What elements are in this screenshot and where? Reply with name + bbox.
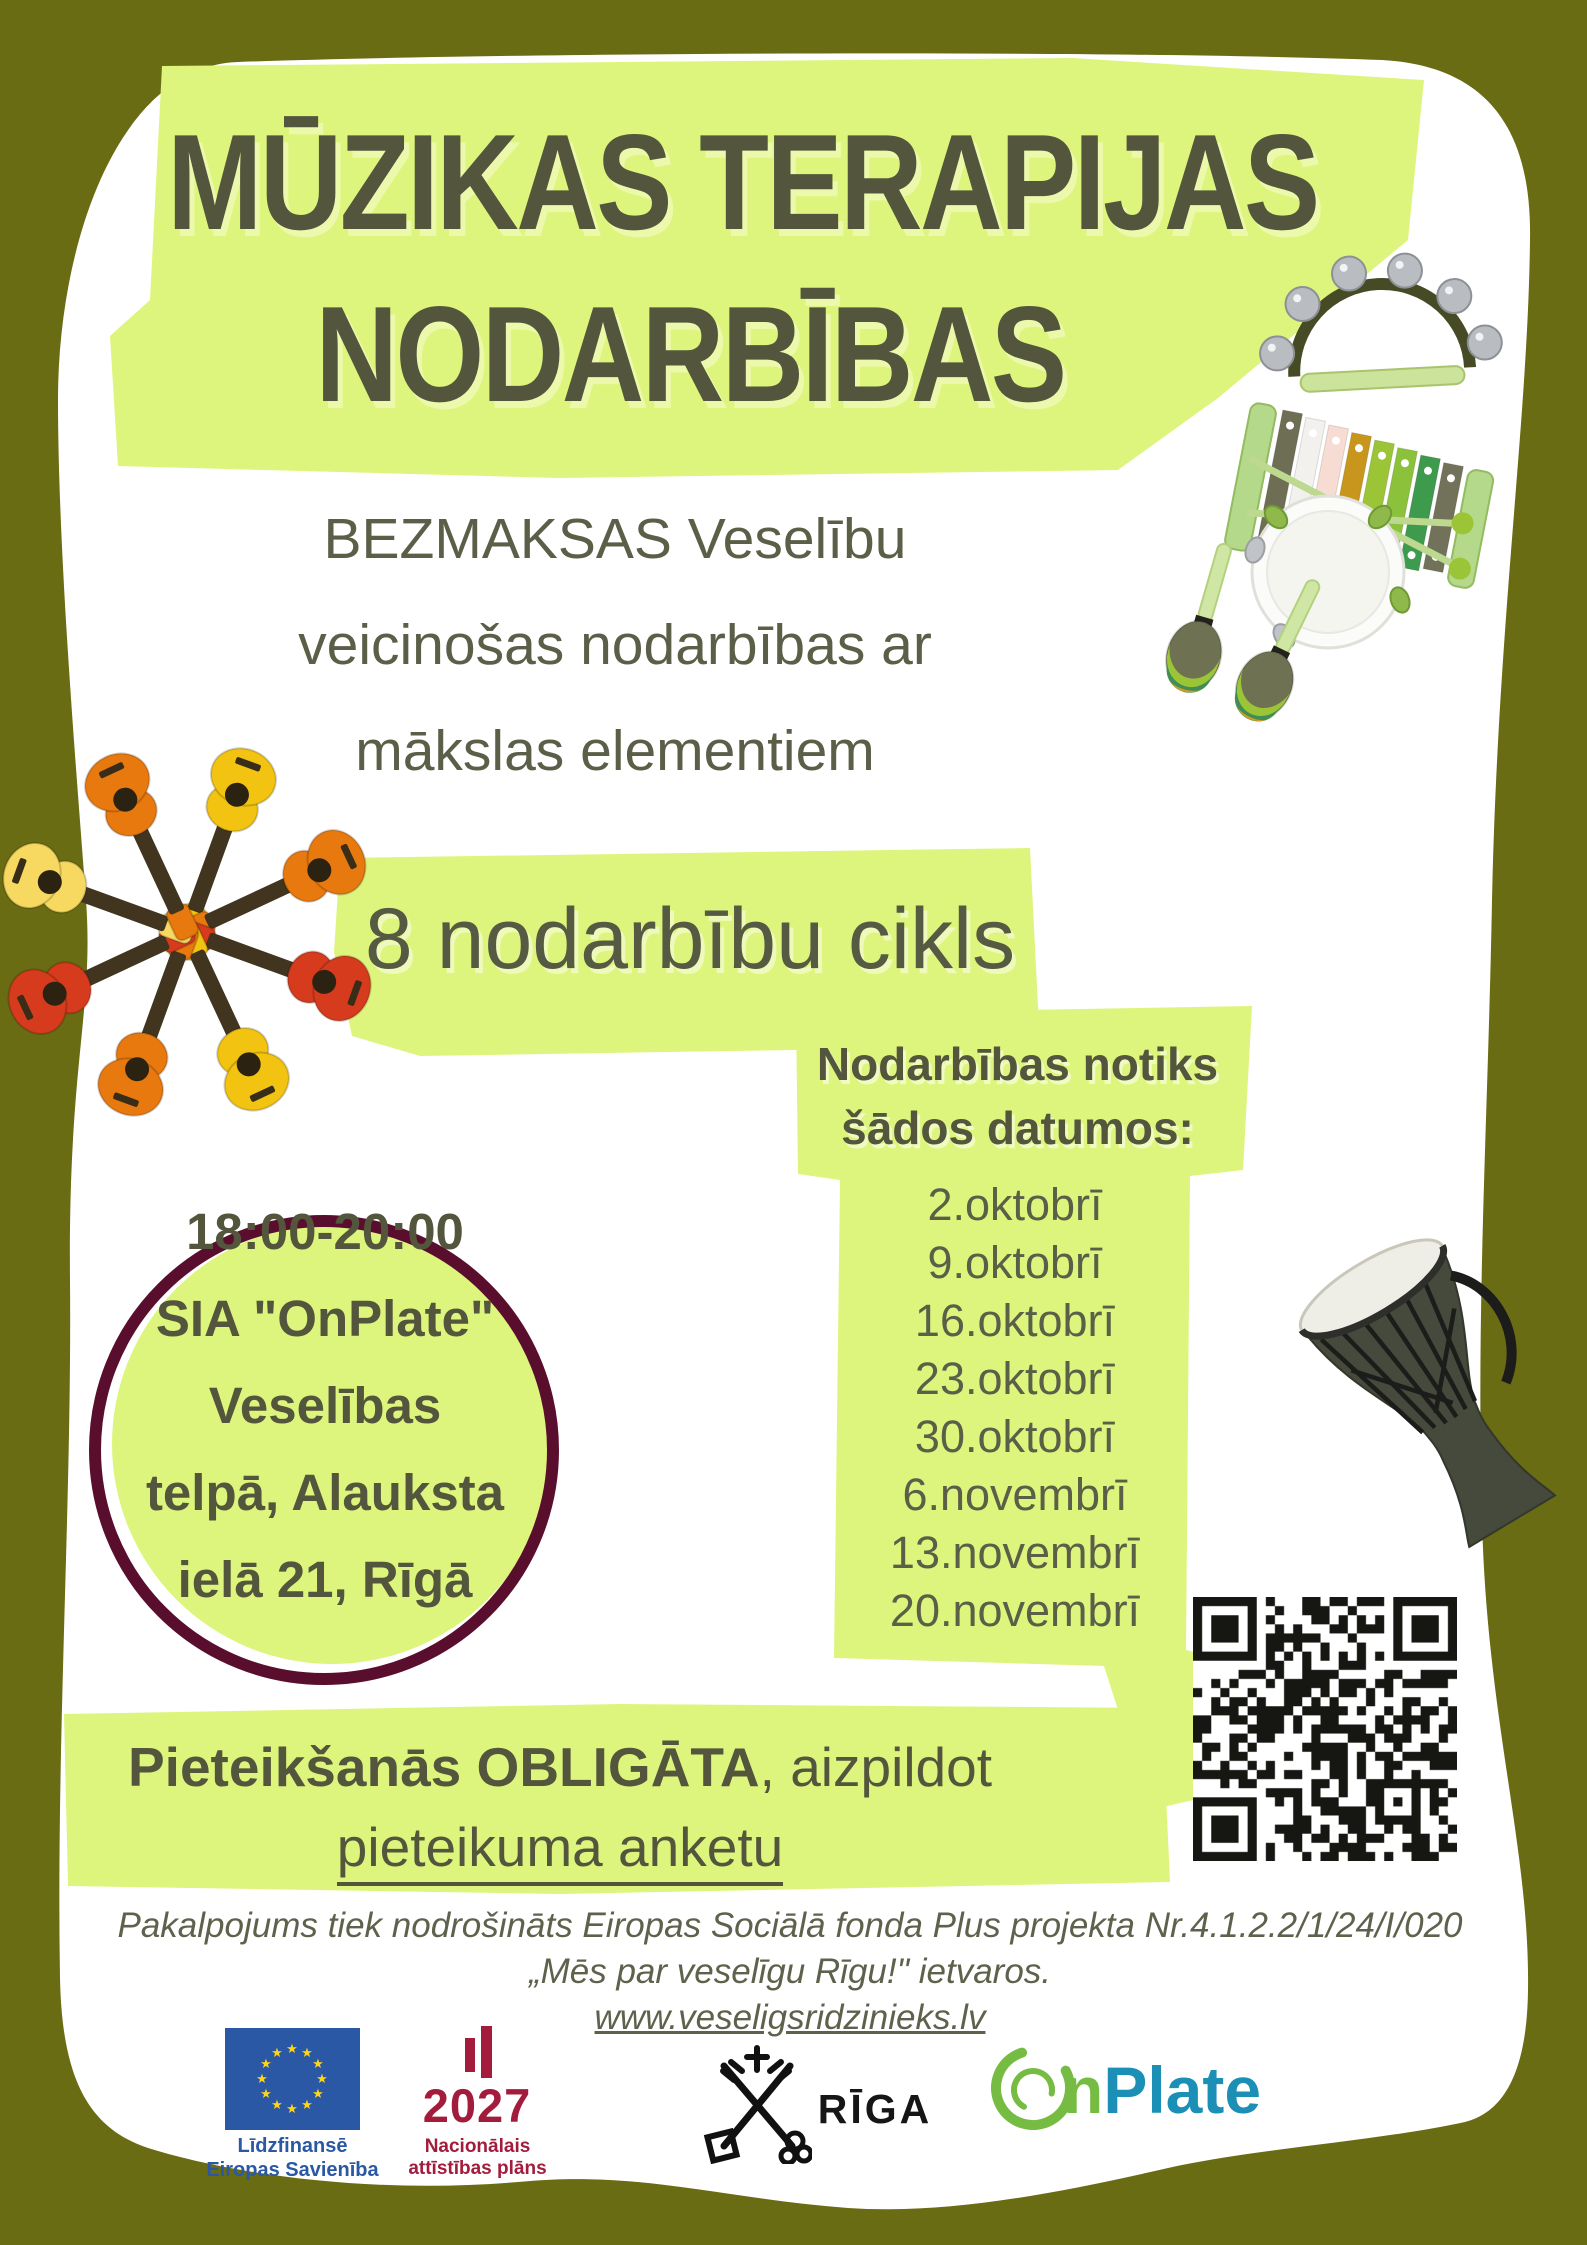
registration-note — [60, 1735, 1060, 1886]
svg-text:★: ★ — [260, 2057, 272, 2072]
poster-title-line2: NODARBĪBAS — [315, 278, 1065, 430]
date-item: 16.oktobrī — [914, 1295, 1116, 1346]
subtitle-line3: mākslas elementiem — [355, 719, 875, 783]
svg-text:★: ★ — [260, 2087, 272, 2102]
date-item: 9.oktobrī — [927, 1237, 1103, 1288]
svg-text:★: ★ — [301, 2046, 313, 2061]
nap-year: 2027 — [422, 2079, 532, 2132]
riga-keys-icon — [700, 2044, 812, 2164]
session-venue-line2: Veselības — [208, 1377, 442, 1434]
registration-emphasis: Pieteikšanās OBLIGĀTA — [127, 1736, 760, 1798]
dates-list — [795, 1176, 1235, 1640]
eu-flag-caption — [185, 2134, 400, 2182]
session-time: 18:00-20:00 — [186, 1203, 464, 1260]
svg-text:★: ★ — [256, 2072, 268, 2087]
riga-logo-label: RĪGA — [817, 2086, 933, 2132]
footer-line1: Pakalpojums tiek nodrošināts Eiropas Sociālā fonda Plus projekta Nr.4.1.2.2/1/24/I/020 — [117, 1906, 1463, 1945]
registration-suffix: , aizpildot — [759, 1736, 993, 1798]
cycle-heading: 8 nodarbību cikls — [364, 891, 1016, 987]
footer-website-link[interactable]: www.veseligsridzinieks.lv — [594, 1998, 986, 2037]
dates-heading — [795, 1032, 1240, 1160]
onplate-logo — [985, 2038, 1285, 2138]
footer-line2: „Mēs par veselīgu Rīgu!" ietvaros. — [528, 1952, 1052, 1991]
date-item: 30.oktobrī — [914, 1411, 1116, 1462]
registration-line1 — [60, 1735, 1060, 1799]
dates-heading-line2: šādos datumos: — [841, 1102, 1194, 1154]
svg-text:★: ★ — [271, 2046, 283, 2061]
date-item: 6.novembrī — [902, 1469, 1128, 1520]
application-form-link[interactable]: pieteikuma anketu — [337, 1815, 783, 1886]
eu-caption-line2: Eiropas Savienība — [206, 2159, 379, 2181]
subtitle-line2: veicinošas nodarbības ar — [298, 613, 932, 677]
date-item: 20.novembrī — [889, 1585, 1141, 1636]
nap-caption-line1: Nacionālais — [424, 2136, 531, 2157]
date-item: 2.oktobrī — [927, 1179, 1103, 1230]
nap-bars-icon — [457, 2026, 502, 2078]
nap-caption — [405, 2136, 550, 2180]
onplate-logo-text — [1063, 2052, 1261, 2128]
date-item: 13.novembrī — [889, 1527, 1141, 1578]
subtitle-line1: BEZMAKSAS Veselību — [323, 507, 907, 571]
poster-subtitle — [115, 486, 1115, 804]
svg-text:★: ★ — [301, 2098, 313, 2113]
poster-title-line1: MŪZIKAS TERAPIJAS — [167, 106, 1318, 258]
eu-flag-icon — [225, 2028, 360, 2130]
svg-text:★: ★ — [312, 2057, 324, 2072]
onplate-text-teal: Plate — [1103, 2053, 1262, 2127]
session-venue-line1: SIA "OnPlate" — [155, 1290, 495, 1347]
svg-text:★: ★ — [312, 2087, 324, 2102]
svg-text:★: ★ — [316, 2072, 328, 2087]
session-info — [100, 1188, 550, 1623]
dates-heading-line1: Nodarbības notiks — [816, 1038, 1219, 1090]
svg-text:★: ★ — [271, 2098, 283, 2113]
nap-caption-line2: attīstības plāns — [408, 2158, 547, 2179]
eu-caption-line1: Līdzfinansē — [237, 2135, 348, 2157]
svg-text:★: ★ — [286, 2102, 298, 2117]
session-venue-line4: ielā 21, Rīgā — [177, 1551, 473, 1608]
onplate-text-green: n — [1063, 2053, 1104, 2127]
session-venue-line3: telpā, Alauksta — [145, 1464, 505, 1521]
svg-text:★: ★ — [286, 2042, 298, 2057]
qr-code — [1193, 1597, 1457, 1861]
date-item: 23.oktobrī — [914, 1353, 1116, 1404]
